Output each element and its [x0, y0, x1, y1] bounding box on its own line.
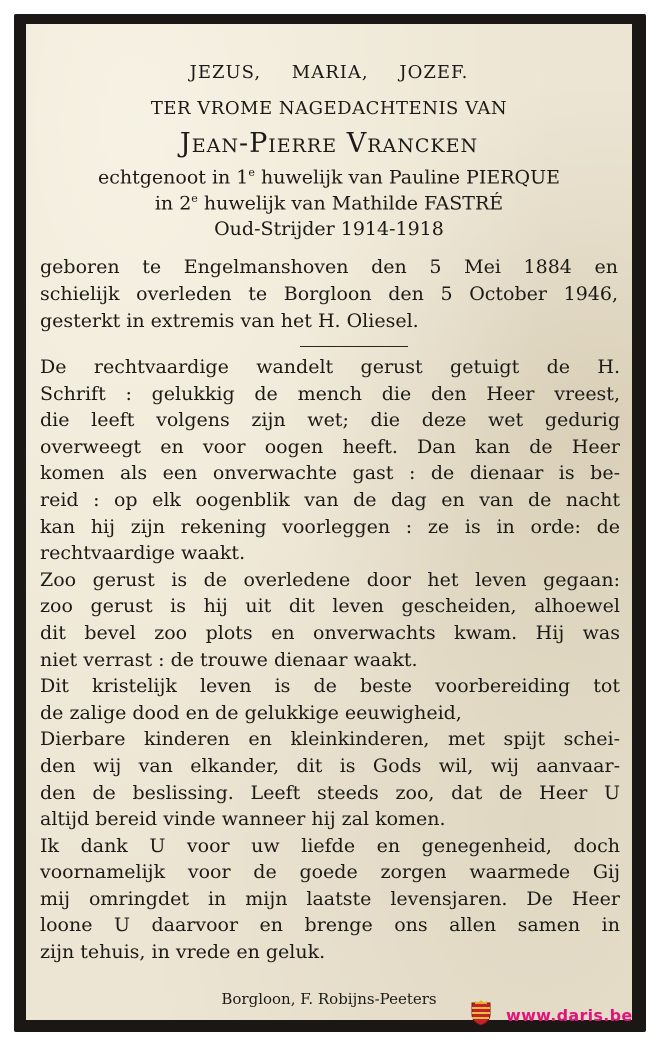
- divider: [300, 346, 408, 347]
- text-line: niet verrast : de trouwe dienaar waakt.: [40, 648, 418, 671]
- text-line: mij omringdet in mijn laatste levensjaren. De Heer: [40, 887, 620, 910]
- memorial-card: [14, 14, 646, 1032]
- deceased-name: Jean-Pierre Vrancken: [179, 128, 479, 159]
- text-line: den wij van elkander, dit is Gods wil, wij aanvaar-: [40, 754, 620, 777]
- text-line: de zalige dood en de gelukkige eeuwigheid,: [40, 701, 462, 724]
- holy-names: [26, 62, 632, 83]
- daris-crest-icon: [470, 1000, 492, 1026]
- text-line: kan hij zijn rekening voorleggen : ze is in orde: de: [40, 515, 620, 538]
- memorial-text: [40, 354, 620, 966]
- birth-line: schielijk overleden te Borgloon den 5 October 1946,: [40, 283, 618, 305]
- text-line: rechtvaardige waakt.: [40, 542, 246, 565]
- text-line: komen als een onverwachte gast : de dienaar is be-: [40, 462, 620, 485]
- text-line: zijn tehuis, in vrede en geluk.: [40, 941, 326, 964]
- printer-credit: Borgloon, F. Robijns-Peeters: [221, 990, 437, 1008]
- text-line: den de beslissing. Leeft steeds zoo, dat de Heer U: [40, 781, 620, 804]
- text-line: reid : op elk oogenblik van de dag en van de nacht: [40, 488, 620, 511]
- text-line: Ik dank U voor uw liefde en genegenheid, doch: [40, 834, 620, 857]
- first-marriage: echtgenoot in 1e huwelijk van Pauline PIERQUE: [98, 166, 560, 189]
- birth-line: geboren te Engelmanshoven den 5 Mei 1884 en: [40, 256, 618, 278]
- holy-name-maria: MARIA,: [291, 62, 369, 83]
- second-marriage: in 2e huwelijk van Mathilde FASTRÉ: [154, 192, 504, 215]
- holy-name-jozef: JOZEF.: [399, 62, 469, 83]
- text-line: De rechtvaardige wandelt gerust getuigt de H.: [40, 356, 620, 378]
- watermark-link[interactable]: www.daris.be: [506, 1006, 633, 1025]
- text-line: Schrift : gelukkig de mench die den Heer vreest,: [40, 382, 620, 405]
- holy-name-jezus: JEZUS,: [189, 62, 262, 83]
- memorial-heading: TER VROME NAGEDACHTENIS VAN: [150, 98, 508, 119]
- text-line: overweegt en voor oogen heeft. Dan kan de Heer: [40, 435, 620, 458]
- text-line: die leeft volgens zijn wet; die deze wet gedurig: [40, 409, 620, 432]
- card-paper: [26, 24, 632, 1020]
- text-line: Dierbare kinderen en kleinkinderen, met spijt schei-: [40, 728, 620, 751]
- text-line: altijd bereid vinde wanneer hij zal komen.: [40, 808, 446, 831]
- text-line: zoo gerust is hij uit dit leven gescheiden, alhoewel: [40, 595, 620, 618]
- text-line: dit bevel zoo plots en onverwachts kwam. Hij was: [40, 621, 620, 644]
- text-line: voornamelijk voor de goede zorgen waarmede Gij: [40, 861, 620, 884]
- birth-death-paragraph: [40, 254, 618, 335]
- birth-line: gesterkt in extremis van het H. Oliesel.: [40, 310, 419, 332]
- text-line: loone U daarvoor en brenge ons allen samen in: [40, 914, 620, 937]
- text-line: Zoo gerust is de overledene door het leven gegaan:: [40, 568, 620, 591]
- veteran-line: Oud-Strijder 1914-1918: [214, 218, 444, 240]
- text-line: Dit kristelijk leven is de beste voorbereiding tot: [40, 675, 620, 698]
